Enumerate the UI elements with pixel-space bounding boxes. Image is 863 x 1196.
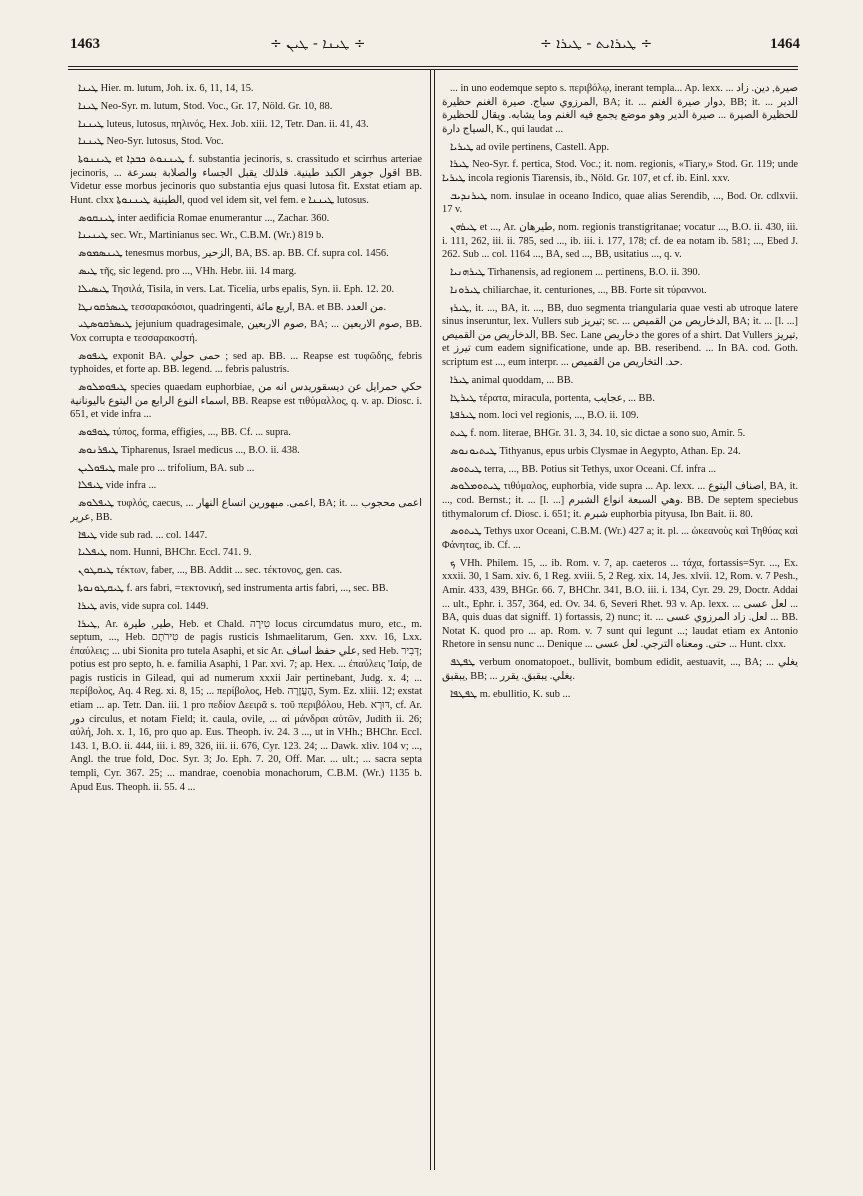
column-divider <box>430 70 431 1170</box>
page-number-right: 1464 <box>770 36 800 52</box>
dictionary-entry: ܛܝܦܠܐ vide infra ... <box>78 480 157 492</box>
dictionary-entry: ܛܝܪܗܢܝܐ Tirhanensis, ad regionem ... pertinens, B.O. ii. 390. <box>450 267 701 279</box>
dictionary-entry: ܛܝܣܪܩܘܢܛܐ τεσσαρακόσιοι, quadringenti, اربع مائة, BA. et BB. من العدد. <box>78 301 387 313</box>
dictionary-entry: ܛܝܬ f. nom. literae, BHGr. 31. 3, 34. 10, sic dictae a sono suo, Amir. 5. <box>450 428 746 440</box>
dictionary-entry: ... in uno eodemque septo s. περιβόλῳ, inerant templa... Ap. lexx. ... صيرة, دين. زاد المرزوي سياج. صيرة الغنم حظيرة, BA; it. ... دوار صيرة الغنم, BB; it. ... الدير للحظيرة الصيرة ... صيرة الدير وهو موضع يجمع فيه الغنم وما يشابه. ويقال للحظيرة السياج دارة, K., qui laudat ... <box>442 83 798 135</box>
dictionary-entry: ܛܝܬܘܡܠܘܣ τιθύμαλος, euphorbia, vide supra ... Ap. lexx. ... اصناف اليتوع, BA, it. ..., cod. Bernst.; it. ... [l. ...] وهي السبعة انواع الشبرم. BB. De septem speciebus tithymalorum cf. Diosc. i. 651; it. شبرم euphorbia pityusa, Ibn Bait. ii. 80. <box>442 481 798 520</box>
dictionary-entry: ܛܝܪܐ Neo-Syr. f. pertica, Stod. Voc.; it. nom. regionis, «Tiary,» Stod. Gr. 119; unde ܛܝܪܝܐ incola regionis Tiarensis, ib., Nöld. Gr. 107, et cf. ib. Einl. xxv. <box>442 159 798 184</box>
dictionary-entry: ܛܝܦܐ vide sub rad. ... col. 1447. <box>78 529 208 541</box>
right-column <box>442 82 798 1172</box>
dictionary-entry: ܛܝܪܛܐ τέρατα, miracula, portenta, عجايب, ... BB. <box>450 392 655 404</box>
running-head-left: ÷ ܛܝܢܐ - ܛܝܢ ÷ <box>270 36 366 52</box>
dictionary-entry: ܛܝܬܝܘܢܘܣ Tithyanus, epus urbis Clysmae in Aegypto, Athan. Ep. 24. <box>450 445 741 457</box>
running-head-right: ÷ ܛܝܪܐܝܬ - ܛܝܪܐ ÷ <box>540 36 653 52</box>
header-rule <box>68 66 798 67</box>
dictionary-entry: ܛܝܣܝܠܐ Τησιλά, Tisila, in vers. Lat. Ticelia, urbs epalis, Syn. ii. Eph. 12. 20. <box>78 283 395 295</box>
dictionary-entry: ܛܝܢܢܐ luteus, lutosus, πηλινός, Hex. Job. xiii. 12, Tetr. Dan. ii. 41, 43. <box>78 118 369 130</box>
dictionary-entry: ܛܝܦܘܣ exponit BA. حمى حولي ; sed ap. BB. ... Reapse est τυφῶδης, febris typhoides, et forte ap. BB. legend. ... febris palustris. <box>70 350 422 376</box>
dictionary-entry: ܛܝܢܝܢܐ sec. Wr., Martinianus sec. Wr., C.B.M. (Wr.) 819 b. <box>78 230 324 242</box>
dictionary-entry: ܛܝܪܢܕܝܒ nom. insulae in oceano Indico, quae alias Serendib, ..., Bod. Or. cdlxvii. 17 v. <box>442 190 798 216</box>
dictionary-entry: ܛܝܪܝܐ ad ovile pertinens, Castell. App. <box>450 141 610 153</box>
dictionary-entry: ܛܝܪܙ, it. ..., BA, it. ..., BB, duo segmenta triangularia quae vesti ab utroque latere sinus inseruntur, lex. Vullers sub تيريز; sc. ... الدخاريص من القميص, BA; it. ... [l. ...] الدخاريص من القميص, BB. Sec. Lane دخاريص the gores of a shirt. Dat Vullers تيريز, et تيرز cum eadem significatione, unde ap. BB. reseribend. ... In BA. cod. Goth. scriptum est ..., eum interpr. ... حد. التخاريص من القميص. <box>442 302 798 368</box>
dictionary-entry: ܛܝܦܘܡܠܘܣ species quaedam euphorbiae, حكي حمرايل عن ديسقوريدس انه من اسماء النوع الرابع من اليتوع باليونانية, BB. Reapse est τιθύμαλλος, q. v. ap. Diosc. i. 651, et vide infra ... <box>70 382 422 421</box>
dictionary-entry: ܛܘܦܘܣ τύπος, forma, effigies, ..., BB. Cf. ... supra. <box>78 427 291 439</box>
dictionary-entry: ܛܦܛܦܐ m. ebullitio, K. sub ... <box>450 688 571 700</box>
dictionary-entry: ܛܝܩܛܘܢ τέκτων, faber, ..., BB. Addit ... sec. τέκτονος, gen. cas. <box>78 565 342 577</box>
dictionary-entry: ܛܝܪܗܢ et ..., Ar. طيرهان, nom. regionis transtigritanae; vocatur ..., B.O. ii. 430, iii. i. 111, 262, iii. ii. 785, sed ..., ib. iii. i. 177, 178; cf. de ea notam ib. 581; ..., Ebed J. 262. Sub ... col. 1164 ..., BA, sed ..., BB, usitatius ..., q. v. <box>442 222 798 261</box>
dictionary-entry: ܛܝܦܪܢܘܣ Tipharenus, Israel medicus ..., B.O. ii. 438. <box>78 444 300 456</box>
dictionary-entry: ܛܝܣ τῆς, sic legend. pro ..., VHh. Hebr. iii. 14 marg. <box>78 266 297 278</box>
dictionary-entry: ܛܝܬܘܣ Tethys uxor Oceani, C.B.M. (Wr.) 427 a; it. pl. ... ὠκεανοὺς καὶ Τηθύας καὶ Φάνητας, ib. Cf. ... <box>442 526 798 552</box>
dictionary-entry: ܛܝܢܐ Neo-Syr. m. lutum, Stod. Voc., Gr. 17, Nöld. Gr. 10, 88. <box>78 100 333 112</box>
dictionary-entry: ܛܝܪܐ avis, vide supra col. 1449. <box>78 600 209 612</box>
dictionary-entry: ܛܝܢܢܐ Neo-Syr. lutosus, Stod. Voc. <box>78 136 224 148</box>
dictionary-entry: ܛܝܢܣܡܘܣ tenesmus morbus, الزحير, BA, BS. ap. BB. Cf. supra col. 1456. <box>78 248 389 260</box>
dictionary-entry: ܛܝܦܠܘܣ τυφλός, caecus, ... اعمى. مبهورين اتساع النهار, BA; it. ... اعمى محجوب عرير, BB. <box>70 498 422 523</box>
page-number-left: 1463 <box>70 36 100 52</box>
dictionary-entry: ܛܝܪܐ animal quoddam, ... BB. <box>450 374 574 386</box>
dictionary-entry: ܛܝܦܘܠܝܢ male pro ... trifolium, BA. sub ... <box>78 462 255 474</box>
dictionary-entry: ܟ VHh. Philem. 15, ... ib. Rom. v. 7, ap. caeteros ... τάχα, fortassis=Syr. ..., Ex. xxxii. 30, 1 Sam. xiv. 6, 1 Reg. xviii. 5, 2 Reg. xix. 14, Jes. xlvii. 12, Rom. v. 7 Pesh., Amir. 433, 439, BHGr. 66. 7, BHChr. 341, B.O. iii. i. 134, Cyr. 29. 29, Doctr. Addai ... ult., Ephr. i. 357, 364, ed. Ov. 34. 6, Severi Rhet. 93 v. Ap. lexx. ... لعل عسى ... BA, quis duas dat signiff. 1) fortassis, 2) nunc; it. ... لعل. زاد المرزوي عسى ... BB. Notat K. quod pro ... ap. Rom. v. 7 sunt qui legunt ...; laudat etiam ex Antonio Rhetore in sensu nunc ... Denique ... حتى. ومعناه الترجي. لعل عسى ... Hunt. clxx. <box>442 557 798 651</box>
dictionary-entry: ܛܝܪܘܢܐ chiliarchae, it. centuriones, ..., BB. Forte sit τύραννοι. <box>450 284 707 296</box>
dictionary-entry: ܛܦܛܦ verbum onomatopoet., bullivit, bombum edidit, aestuavit, ..., BA; ... يغلي يبقبق, BB; ... يغلي. يبقبق. يقرر. <box>442 657 798 682</box>
dictionary-entry: ܛܝܢܩܘܣ inter aedificia Romae enumerantur ..., Zachar. 360. <box>78 212 330 224</box>
dictionary-entry: ܛܝܪܦܬܐ nom. loci vel regionis, ..., B.O. ii. 109. <box>450 410 639 422</box>
dictionary-entry: ܛܝܢܢܘܬܐ et ܛܝܢܢܘܬ ܟܒܕܐ f. substantia jecinoris, s. crassitudo et scirrhus arteriae jecinoris, ... اقول جوهر الكبد طينية. فلذلك يقبل الجساء والصلابة بسرعة BB. Videtur esse morbus jecinoris quo substantia ejus quasi lutosa fit. Exstat etiam ap. Hunt. clxx الطينية ܛܝܢܢܘܬܐ, quod vel idem sit, vel fem. e ܛܝܢܢܐ lutosus. <box>70 154 422 206</box>
dictionary-entry: ܛܝܪܐ, Ar. طير, طيرة, Heb. et Chald. טִירָה locus circumdatus muro, etc., m. septum, ..., Heb. טִירֹתָם de pagis rusticis Ishmaelitarum, Gen. xxv. 16, Lxx. ἐπαύλεις; ... ubi Sionita pro tutela Asaphi, et sic Ar. علي حفظ اساف, sed Heb. דְּבִיר; potius est pro septo, h. e. familia Asaphi, 1 Par. xvi. 7; ap. Hex. ... ἐπαύλεις 'Ιαίρ, de pagis rusticis in Gilead, qui ad numerum xxxii Jair pertinebant, Judg. x. 4; ... περίβολος, Aq. 4 Reg. xi. 8, 15; ... περίβολος, Heb. הָעֲזָרָה, Sym. Ez. xliii. 12; exstat etiam ... ap. Tetr. Dan. iii. 1 pro πεδίον Δεειρᾶ s. τοῦ περιβόλου, Heb. דּוּרָא, cf. Ar. دور circulus, et notam Field; it. caula, ovile, ... αἱ μάνδραι αὐτῶν, Judith ii. 26; αὐλή, Joh. x. 1, 16, pro quo ap. Eus. Theoph. iv. 24. 3 ..., ut in VHh.; BHChr. Eccl. 143. 1, B.O. ii. 444, iii. i. 89, 326, iii. ii. 676, Cyr. 123. 24; ... Dawk. xliv. 104 v; ..., Angl. the true fold, Doc. Syr. 3; Jo. Eph. 7. 20, Off. Mar. ... ult.; ... sacra septa templi, Cyr. 367. 25; ... mandrae, coenobia monachorum, C.B.M. (Wr.) 1135 b. Apud Eus. Theoph. ii. 55. 4 ... <box>70 618 422 793</box>
header-rule-thin <box>68 69 798 70</box>
dictionary-entry: ܛܝܢܐ Hier. m. lutum, Joh. ix. 6, 11, 14, 15. <box>78 83 254 94</box>
dictionary-entry: ܛܝܣܪܩܘܣܛܝ jejunium quadragesimale, صوم الاربعين, BA; ... صوم الاربعين, BB. Vox corrupta e τεσσαρακοστή. <box>70 319 422 344</box>
dictionary-entry: ܛܝܩܛܘܢܘܬܐ f. ars fabri, =τεκτονική, sed instrumenta artis fabri, ..., sec. BB. <box>78 582 389 594</box>
page-header <box>0 30 863 60</box>
dictionary-entry: ܛܝܦܠܝܐ nom. Hunni, BHChr. Eccl. 741. 9. <box>78 547 252 559</box>
left-column <box>70 82 422 1172</box>
dictionary-entry: ܛܝܬܘܣ terra, ..., BB. Potius sit Tethys, uxor Oceani. Cf. infra ... <box>450 463 716 475</box>
column-divider-thin <box>434 70 435 1170</box>
